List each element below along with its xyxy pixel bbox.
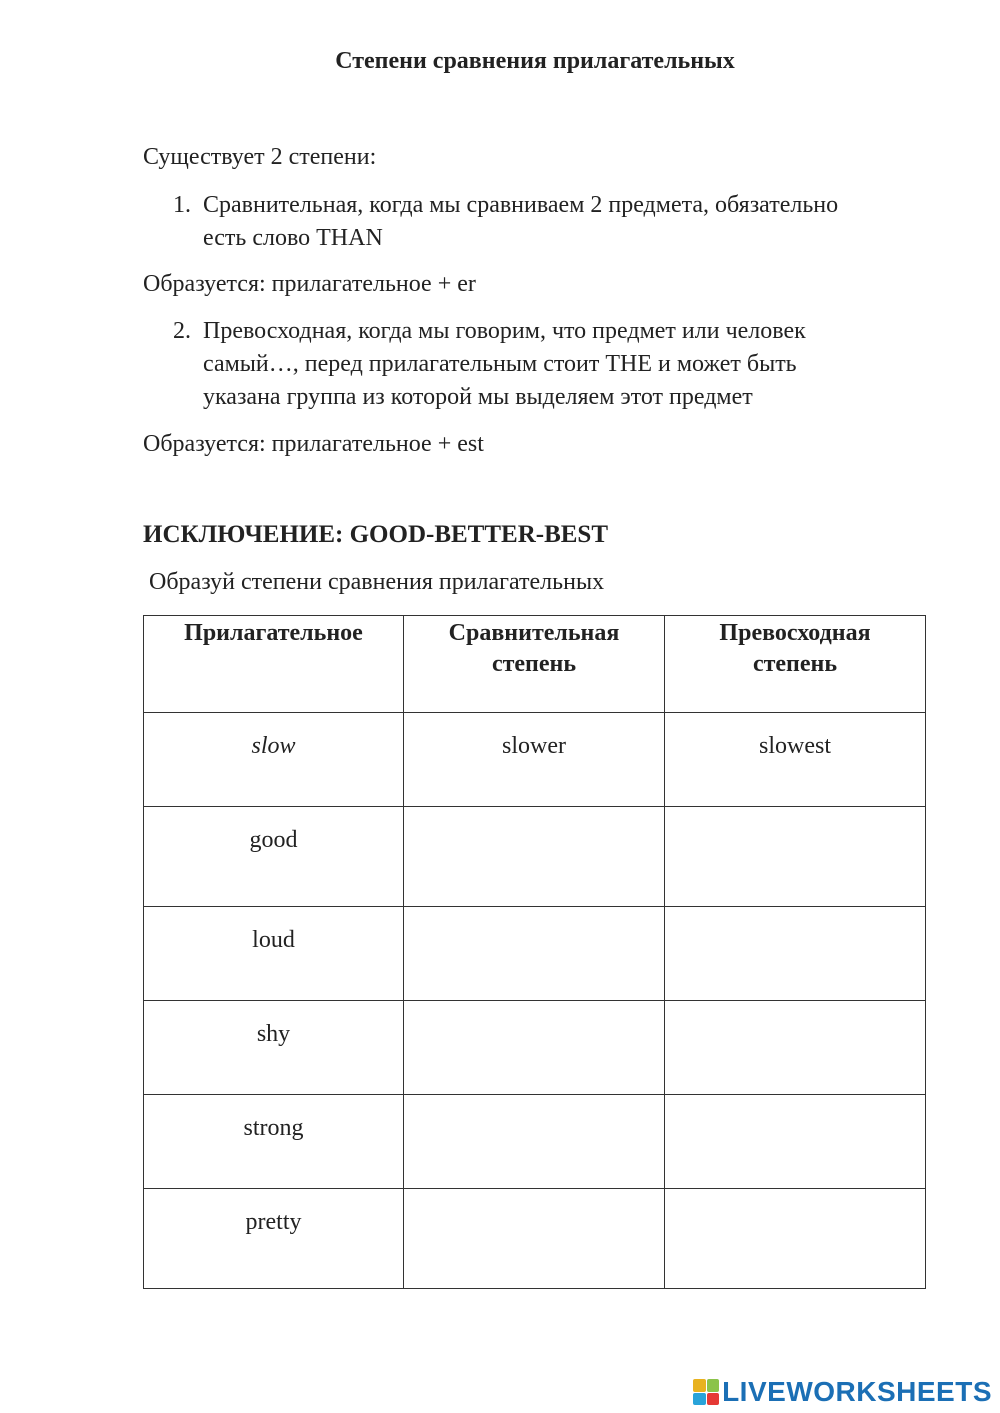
- exception-heading: ИСКЛЮЧЕНИЕ: GOOD-BETTER-BEST: [143, 521, 609, 548]
- table-row: [144, 1095, 926, 1189]
- logo-square: [693, 1379, 706, 1392]
- table-row: [144, 713, 926, 807]
- rule-line: самый…, перед прилагательным стоит THE и может быть: [203, 351, 797, 377]
- table-row: [144, 1189, 926, 1289]
- comparative-answer-input[interactable]: [404, 1189, 665, 1289]
- task-instruction: Образуй степени сравнения прилагательных: [149, 569, 605, 595]
- table-row: [144, 807, 926, 907]
- rule-line: есть слово THAN: [203, 225, 383, 251]
- superlative-cell: slowest: [665, 713, 926, 807]
- adjective-cell: shy: [144, 1001, 404, 1095]
- comparative-answer-input[interactable]: [404, 807, 665, 907]
- adjective-cell: loud: [144, 907, 404, 1001]
- logo-square: [707, 1379, 720, 1392]
- comparison-table: [143, 615, 926, 1289]
- rule-number: 2.: [173, 318, 191, 344]
- rule-line: Превосходная, когда мы говорим, что предмет или человек: [203, 318, 806, 344]
- brand-name: LIVEWORKSHEETS: [722, 1376, 992, 1407]
- rule-number: 1.: [173, 192, 191, 218]
- adjective-cell: strong: [144, 1095, 404, 1189]
- adjective-cell: good: [144, 807, 404, 907]
- comparative-cell: slower: [404, 713, 665, 807]
- liveworksheets-logo: [693, 1376, 992, 1408]
- superlative-answer-input[interactable]: [665, 907, 926, 1001]
- header-adjective: Прилагательное: [144, 616, 404, 713]
- comparative-answer-input[interactable]: [404, 1001, 665, 1095]
- logo-square: [693, 1393, 706, 1406]
- logo-square: [707, 1393, 720, 1406]
- liveworksheets-logo-icon: [693, 1379, 719, 1405]
- superlative-answer-input[interactable]: [665, 807, 926, 907]
- rule-item-1: [173, 189, 933, 255]
- table-row: [144, 1001, 926, 1095]
- adjective-cell: slow: [144, 713, 404, 807]
- comparative-answer-input[interactable]: [404, 1095, 665, 1189]
- page-title: Степени сравнения прилагательных: [335, 48, 735, 74]
- header-superlative: Превосходная степень: [665, 616, 926, 713]
- superlative-answer-input[interactable]: [665, 1001, 926, 1095]
- superlative-answer-input[interactable]: [665, 1095, 926, 1189]
- header-comparative: Сравнительная степень: [404, 616, 665, 713]
- comparative-answer-input[interactable]: [404, 907, 665, 1001]
- rule-line: Сравнительная, когда мы сравниваем 2 предмета, обязательно: [203, 192, 839, 218]
- formation-rule-est: Образуется: прилагательное + est: [143, 431, 484, 457]
- rule-item-2: [173, 315, 933, 414]
- table-row: [144, 907, 926, 1001]
- formation-rule-er: Образуется: прилагательное + er: [143, 271, 476, 297]
- superlative-answer-input[interactable]: [665, 1189, 926, 1289]
- adjective-cell: pretty: [144, 1189, 404, 1289]
- table-header-row: [144, 616, 926, 713]
- intro-text: Существует 2 степени:: [143, 144, 377, 170]
- rule-line: указана группа из которой мы выделяем этот предмет: [203, 384, 753, 410]
